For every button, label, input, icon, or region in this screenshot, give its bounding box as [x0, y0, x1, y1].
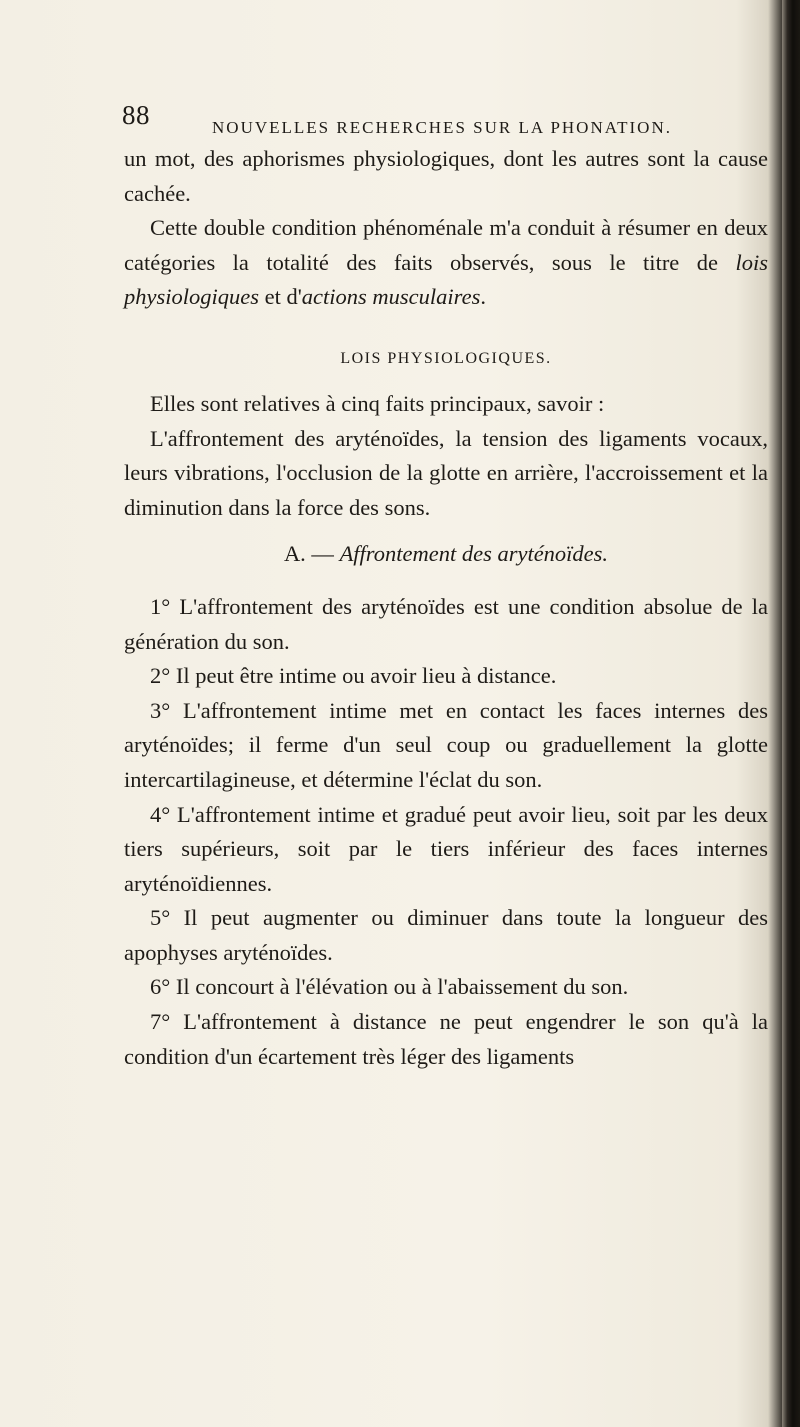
- intro-text-2: et d': [259, 284, 302, 310]
- list-item: 3° L'affrontement intime met en contact les faces internes des aryténoïdes; il ferme d'un seul coup ou graduellement la glotte intercartilagineuse, et détermine l'éclat du son.: [124, 697, 768, 792]
- page-edge-shadow: [782, 0, 800, 1427]
- section-paragraph-2: L'affrontement des aryténoïdes, la tension des ligaments vocaux, leurs vibrations, l'occlusion de la glotte en arrière, l'accroissement et la diminution dans la force des sons.: [124, 425, 768, 520]
- section-title: LOIS PHYSIOLOGIQUES.: [340, 349, 552, 367]
- italic-lois-physiologiques: lois physiologiques: [124, 249, 768, 310]
- intro-paragraph-1: un mot, des aphorismes physiologiques, dont les autres sont la cause cachée.: [124, 146, 768, 206]
- running-title: NOUVELLES RECHERCHES SUR LA PHONATION.: [212, 118, 672, 137]
- list-item: 6° Il concourt à l'élévation ou à l'abaissement du son.: [150, 974, 629, 1000]
- list-item: 5° Il peut augmenter ou diminuer dans toute la longueur des apophyses aryténoïdes.: [124, 905, 768, 965]
- intro-paragraph-2: [124, 211, 768, 315]
- list-item: 2° Il peut être intime ou avoir lieu à distance.: [150, 663, 557, 689]
- subsection-label: A. —: [283, 541, 340, 567]
- body-text: [124, 142, 768, 1074]
- page-header: [122, 100, 762, 136]
- list-item: 1° L'affrontement des aryténoïdes est une condition absolue de la génération du son.: [124, 593, 768, 654]
- subsection-title-text: Affrontement des aryténoïdes.: [339, 541, 609, 567]
- list-item: 7° L'affrontement à distance ne peut engendrer le son qu'à la condition d'un écartement très léger des ligaments: [124, 1009, 768, 1069]
- subsection-title: [124, 537, 768, 572]
- intro-text-3: .: [480, 284, 486, 310]
- italic-actions-musculaires: actions musculaires: [301, 284, 481, 310]
- section-paragraph-1: Elles sont relatives à cinq faits principaux, savoir :: [150, 390, 605, 416]
- page-number: 88: [122, 100, 150, 130]
- list-item: 4° L'affrontement intime et gradué peut avoir lieu, soit par les deux tiers supérieurs, soit par le tiers inférieur des faces internes aryténoïdiennes.: [124, 801, 768, 896]
- intro-text-1: Cette double condition phénoménale m'a conduit à résumer en deux catégories la totalité des faits observés, sous le titre de: [124, 215, 768, 275]
